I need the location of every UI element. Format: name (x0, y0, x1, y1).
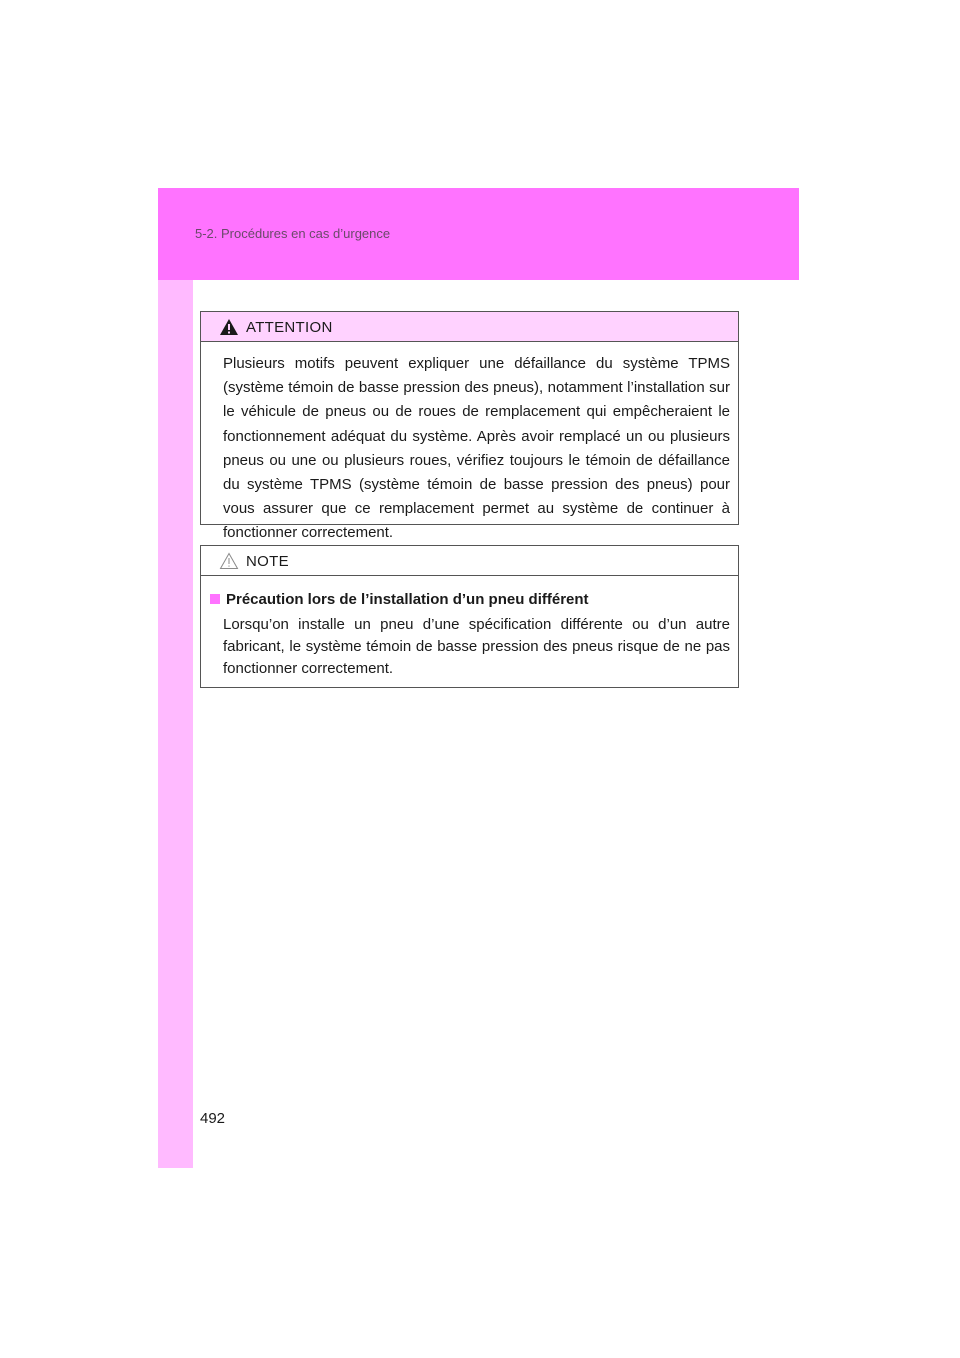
attention-text: Plusieurs motifs peuvent expliquer une défaillance du système TPMS (système témoin de basse pression des pneus), notamment l’installation sur le véhicule de pneus ou de roues de remplacement qui empêcheraient le fonctionnement adéquat du système. Après avoir remplacé un ou plusieurs pneus ou une ou plusieurs roues, vérifiez toujours le témoin de défaillance du système TPMS (système témoin de basse pression des pneus) pour vous assurer que ce remplacement permet au système de continuer à fonctionner correctement. (223, 355, 730, 542)
note-header (201, 546, 738, 576)
note-text: Lorsqu’on installe un pneu d’une spécification différente ou d’un autre fabricant, le système témoin de basse pression des pneus risque de ne pas fonctionner correctement. (223, 616, 730, 677)
attention-box (200, 311, 739, 542)
note-heading (210, 588, 730, 612)
warning-triangle-outline-icon (219, 552, 239, 570)
square-bullet-icon (210, 594, 220, 604)
note-box (200, 545, 739, 688)
side-margin-strip (158, 280, 193, 1168)
note-heading-text: Précaution lors de l’installation d’un pneu différent (226, 591, 589, 608)
note-title: NOTE (246, 553, 289, 570)
warning-triangle-filled-icon (219, 318, 239, 336)
attention-title: ATTENTION (246, 319, 333, 336)
note-body-wrapper (201, 576, 738, 680)
chapter-header-band (158, 188, 799, 280)
page-number: 492 (200, 1110, 226, 1127)
attention-header (201, 312, 738, 342)
section-title: 5-2. Procédures en cas d’urgence (195, 226, 391, 241)
